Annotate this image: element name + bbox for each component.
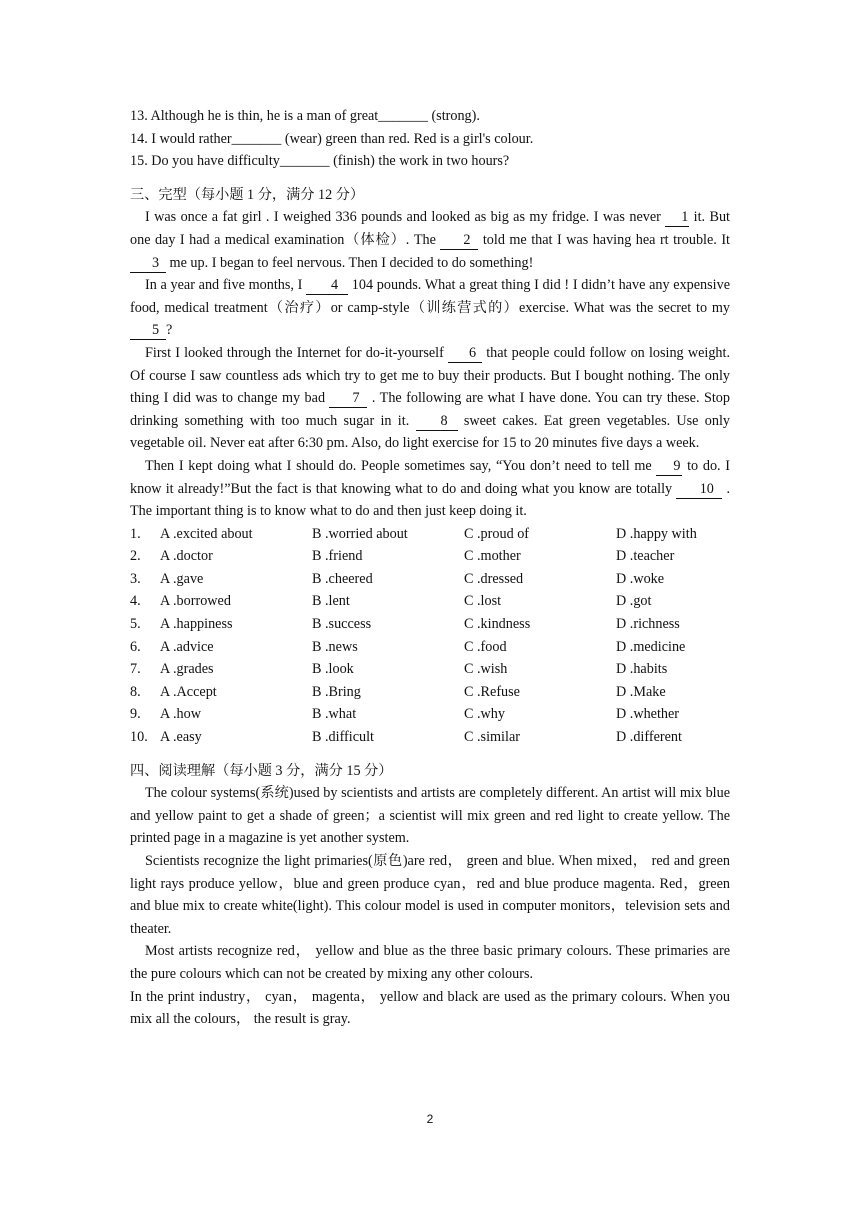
- text: it. But one day I had a medical examination（体检）. The: [130, 209, 730, 248]
- answer-blank: _______: [279, 153, 330, 170]
- option-number: 8.: [130, 683, 141, 700]
- text: First I looked through the Internet for do-it-yourself: [145, 344, 448, 361]
- question-text: 15. Do you have difficulty: [130, 153, 280, 170]
- option-a: A .easy: [160, 729, 202, 746]
- text: . The following are what I have done. You can try these. Stop drinking something with too much sugar in it.: [130, 390, 730, 429]
- option-row-2: [130, 545, 730, 568]
- answer-blank: _______: [231, 130, 282, 147]
- option-d: D .different: [616, 729, 682, 746]
- option-c: C .dressed: [464, 570, 524, 587]
- blank-1: 1: [665, 208, 689, 227]
- option-b: B .worried about: [312, 525, 408, 542]
- text: sweet cakes. Eat green vegetables. Use only vegetable oil. Never eat after 6:30 pm. Also, do light exercise for 15 to 20 minutes five days a week.: [130, 412, 730, 452]
- option-b: B .friend: [312, 548, 363, 565]
- text: me up. I began to feel nervous. Then I decided to do something!: [166, 254, 534, 271]
- option-row-5: [130, 613, 730, 636]
- option-row-1: [130, 523, 730, 546]
- option-b: B .lent: [312, 593, 350, 610]
- option-b: B .Bring: [312, 683, 361, 700]
- option-a: A .how: [160, 706, 201, 723]
- option-number: 4.: [130, 593, 141, 610]
- option-number: 5.: [130, 616, 141, 633]
- text: Then I kept doing what I should do. People sometimes say, “You don’t need to tell me: [145, 457, 657, 474]
- blank-4: 4: [306, 276, 348, 295]
- option-a: A .gave: [160, 570, 204, 587]
- cloze-paragraph-3: [130, 342, 730, 455]
- text: that people could follow on losing weight. Of course I saw countless ads which try to get me to buy their products. But I bought nothing. The only thing I did was to change my bad: [130, 344, 730, 407]
- option-row-7: [130, 658, 730, 681]
- option-row-8: [130, 681, 730, 704]
- option-b: B .look: [312, 661, 354, 678]
- option-d: D .teacher: [616, 548, 675, 565]
- text: 104 pounds. What a great thing I did ! I didn’t have any expensive food, medical treatment（治疗）or camp-style（训练营式的）exercise. What was the secret to my: [130, 277, 730, 316]
- reading-paragraph-1: The colour systems(系统)used by scientists and artists are completely different. An artist will mix blue and yellow paint to get a shade of green；a scientist will mix green and red light to create yellow. The printed page in a magazine is yet another system.: [130, 785, 730, 847]
- cloze-paragraph-4: [130, 455, 730, 523]
- blank-9: 9: [656, 457, 682, 476]
- option-d: D .whether: [616, 706, 680, 723]
- document-page: [130, 105, 730, 1031]
- reading-heading: 四、阅读理解（每小题 3 分，满分 15 分）: [130, 762, 393, 779]
- cloze-options: [130, 523, 730, 749]
- cloze-paragraph-1: [130, 206, 730, 274]
- option-c: C .Refuse: [464, 683, 520, 700]
- text: ?: [166, 322, 173, 339]
- option-b: B .cheered: [312, 570, 373, 587]
- option-c: C .food: [464, 638, 507, 655]
- reading-paragraph-3: Most artists recognize red， yellow and blue as the three basic primary colours. These primaries are the pure colours which can not be created by mixing any other colours.: [130, 943, 730, 982]
- option-a: A .borrowed: [160, 593, 231, 610]
- question-14: [130, 128, 730, 151]
- option-number: 2.: [130, 548, 141, 565]
- cloze-paragraph-2: [130, 274, 730, 342]
- option-d: D .richness: [616, 616, 680, 633]
- reading-paragraph-2: Scientists recognize the light primaries(原色)are red， green and blue. When mixed， red and green light rays produce yellow，blue and green produce cyan，red and blue produce magenta. Red，green and blue mix to create white(light). This colour model is used in computer monitors，television sets and theater.: [130, 853, 730, 937]
- option-c: C .proud of: [464, 525, 530, 542]
- option-row-10: [130, 726, 730, 749]
- fill-in-section: [130, 105, 730, 173]
- blank-3: 3: [130, 254, 166, 273]
- option-c: C .similar: [464, 729, 520, 746]
- reading-paragraph-4: In the print industry， cyan， magenta， yellow and black are used as the primary colours. When you mix all the colours， the result is gray.: [130, 988, 730, 1028]
- option-row-4: [130, 590, 730, 613]
- option-number: 1.: [130, 525, 141, 542]
- text: . The important thing is to know what to do and then just keep doing it.: [130, 480, 730, 520]
- answer-blank: _______: [378, 108, 428, 124]
- option-c: C .kindness: [464, 616, 531, 633]
- text: told me that I was having hea rt trouble. It: [478, 231, 730, 248]
- option-a: A .Accept: [160, 683, 217, 700]
- question-15: [130, 150, 730, 173]
- option-c: C .lost: [464, 593, 502, 610]
- text: to do. I know it already!”But the fact is that knowing what to do and doing what you know are totally: [130, 457, 731, 497]
- text: I was once a fat girl . I weighed 336 pounds and looked as big as my fridge. I was never: [145, 209, 666, 226]
- option-a: A .doctor: [160, 548, 213, 565]
- option-number: 9.: [130, 706, 141, 723]
- option-a: A .grades: [160, 661, 214, 678]
- option-number: 10.: [130, 729, 148, 746]
- text: In a year and five months, I: [145, 277, 307, 294]
- option-number: 6.: [130, 638, 141, 655]
- option-d: D .woke: [616, 570, 665, 587]
- question-hint: (finish) the work in two hours?: [329, 153, 510, 170]
- question-text: 14. I would rather: [130, 130, 232, 147]
- question-text: 13. Although he is thin, he is a man of great: [130, 108, 379, 124]
- option-d: D .habits: [616, 661, 668, 678]
- question-hint: (wear) green than red. Red is a girl's colour.: [281, 130, 534, 147]
- option-a: A .excited about: [160, 525, 253, 542]
- option-d: D .got: [616, 593, 652, 610]
- option-b: B .success: [312, 616, 372, 633]
- option-d: D .happy with: [616, 525, 697, 542]
- option-c: C .mother: [464, 548, 521, 565]
- option-row-9: [130, 703, 730, 726]
- question-13: [130, 105, 730, 128]
- option-d: D .medicine: [616, 638, 686, 655]
- blank-6: 6: [448, 344, 482, 363]
- option-c: C .why: [464, 706, 505, 723]
- option-row-3: [130, 568, 730, 591]
- blank-2: 2: [440, 231, 478, 250]
- option-row-6: [130, 636, 730, 659]
- blank-8: 8: [416, 412, 458, 431]
- question-hint: (strong).: [427, 108, 480, 124]
- option-b: B .difficult: [312, 729, 375, 746]
- page-number: 2: [426, 1112, 434, 1126]
- option-a: A .advice: [160, 638, 214, 655]
- option-c: C .wish: [464, 661, 508, 678]
- blank-5: 5: [130, 321, 166, 340]
- option-b: B .news: [312, 638, 358, 655]
- blank-7: 7: [329, 389, 367, 408]
- option-d: D .Make: [616, 683, 666, 700]
- cloze-heading: 三、完型（每小题 1 分，满分 12 分）: [130, 186, 365, 203]
- option-b: B .what: [312, 706, 357, 723]
- option-number: 3.: [130, 570, 141, 587]
- blank-10: 10: [676, 480, 722, 499]
- option-number: 7.: [130, 661, 141, 678]
- option-a: A .happiness: [160, 616, 233, 633]
